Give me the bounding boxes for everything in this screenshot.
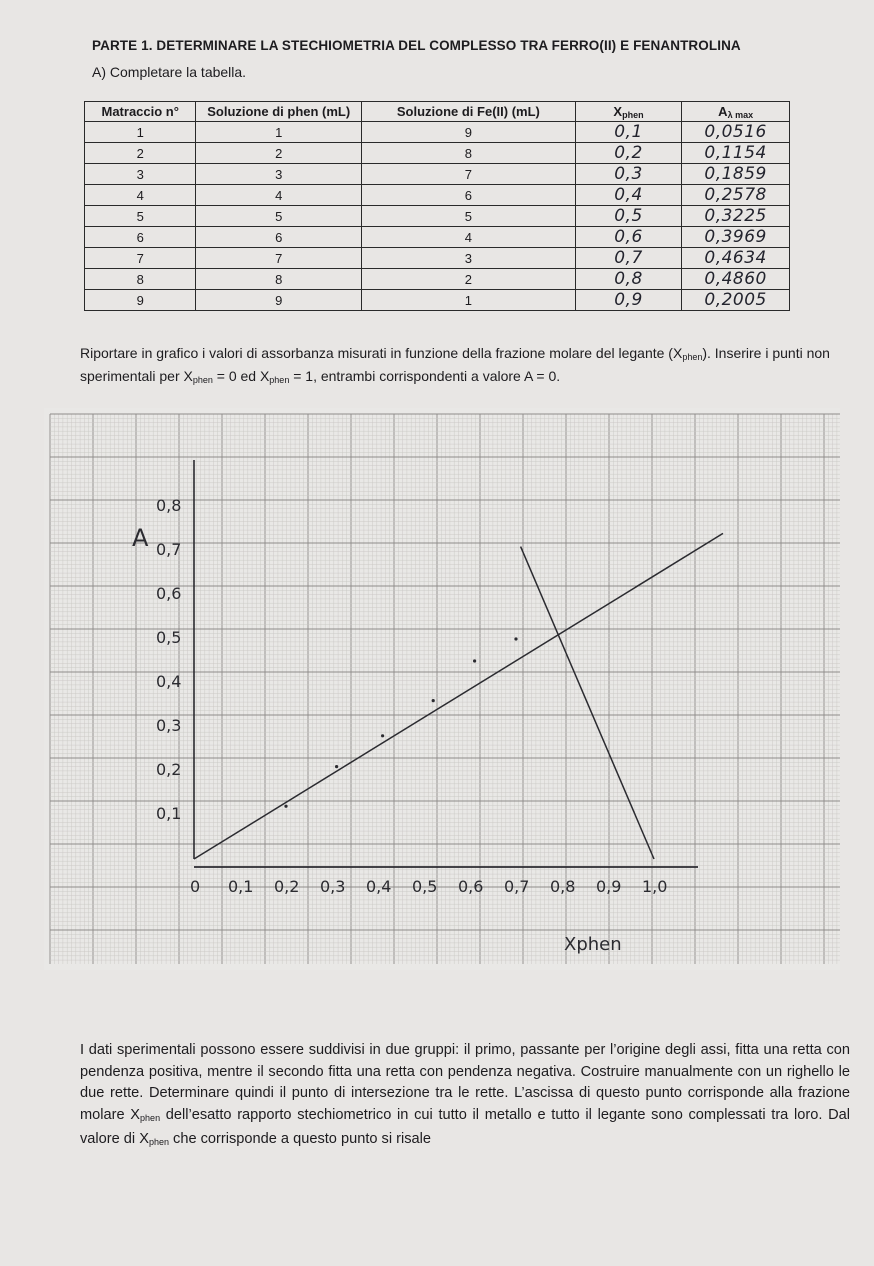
- closing-sub-1: phen: [140, 1112, 161, 1123]
- table-cell-phen: 3: [196, 164, 362, 185]
- closing-paragraph: [80, 1040, 850, 1154]
- data-point: [335, 765, 338, 768]
- table-row: [85, 227, 790, 248]
- table-cell-phen: 7: [196, 248, 362, 269]
- col-header-xphen-label: X: [613, 103, 623, 119]
- table-cell-fe: 8: [361, 143, 575, 164]
- y-tick-label: 0,6: [156, 584, 182, 603]
- table-cell-phen: 2: [196, 143, 362, 164]
- x-axis-title: Xphen: [564, 934, 622, 955]
- y-tick-label: 0,8: [156, 496, 182, 515]
- col-header-a-sub: λ max: [727, 109, 754, 120]
- x-tick-label: 0,9: [596, 877, 622, 896]
- table-cell-n: 4: [85, 185, 196, 206]
- x-tick-label: 0,4: [366, 877, 392, 896]
- closing-text-2: dell’esatto rapporto stechiometrico in cui tutto il metallo e tutto il legante sono complessati tra loro. Dal valore di X: [80, 1106, 850, 1147]
- table-cell-n: 1: [85, 122, 196, 143]
- table-cell-fe: 7: [361, 164, 575, 185]
- table-cell-a: 0,4860: [682, 269, 790, 290]
- table-cell-fe: 5: [361, 206, 575, 227]
- table-cell-n: 6: [85, 227, 196, 248]
- x-tick-label: 0: [190, 877, 201, 896]
- table-cell-phen: 4: [196, 185, 362, 206]
- table-cell-x: 0,4: [575, 185, 682, 206]
- table-cell-fe: 3: [361, 248, 575, 269]
- y-tick-label: 0,7: [156, 540, 182, 559]
- table-row: [85, 185, 790, 206]
- table-row: [85, 143, 790, 164]
- instruction-sub-3: phen: [269, 375, 290, 385]
- table-header-row: [85, 102, 790, 122]
- x-tick-label: 1,0: [642, 877, 668, 896]
- x-tick-label: 0,8: [550, 877, 576, 896]
- page-title: PARTE 1. DETERMINARE LA STECHIOMETRIA DEL COMPLESSO TRA FERRO(II) E FENANTROLINA: [92, 38, 741, 53]
- col-header-xphen-sub: phen: [622, 109, 644, 120]
- table-cell-phen: 5: [196, 206, 362, 227]
- table-cell-n: 9: [85, 290, 196, 311]
- col-header-phen: Soluzione di phen (mL): [196, 102, 362, 122]
- instruction-text-2: ). Inserire i punti non sperimentali per X: [80, 345, 830, 384]
- y-tick-label: 0,2: [156, 760, 182, 779]
- y-tick-label: 0,5: [156, 628, 182, 647]
- instruction-sub-1: phen: [682, 352, 703, 362]
- table-row: [85, 164, 790, 185]
- x-tick-label: 0,6: [458, 877, 484, 896]
- table-cell-x: 0,8: [575, 269, 682, 290]
- table-cell-x: 0,1: [575, 122, 682, 143]
- closing-sub-2: phen: [148, 1137, 169, 1147]
- col-header-xphen: [575, 102, 682, 122]
- data-point: [473, 659, 476, 662]
- x-tick-label: 0,3: [320, 877, 346, 896]
- table-row: [85, 269, 790, 290]
- data-point: [381, 734, 384, 737]
- x-tick-label: 0,2: [274, 877, 300, 896]
- data-point: [432, 699, 435, 702]
- table-cell-fe: 6: [361, 185, 575, 206]
- y-axis-title: A: [132, 524, 149, 552]
- data-point: [284, 805, 287, 808]
- table-cell-fe: 4: [361, 227, 575, 248]
- table-cell-x: 0,6: [575, 227, 682, 248]
- y-tick-label: 0,4: [156, 672, 182, 691]
- table-row: [85, 290, 790, 311]
- table-cell-n: 5: [85, 206, 196, 227]
- closing-text-3: che corrisponde a questo punto si risale: [168, 1131, 432, 1147]
- table-row: [85, 206, 790, 227]
- table-row: [85, 248, 790, 269]
- table-cell-n: 7: [85, 248, 196, 269]
- table-cell-phen: 6: [196, 227, 362, 248]
- table-cell-fe: 1: [361, 290, 575, 311]
- table-cell-n: 2: [85, 143, 196, 164]
- table-cell-fe: 2: [361, 269, 575, 290]
- table-cell-a: 0,3225: [682, 206, 790, 227]
- instruction-sub-2: phen: [192, 375, 213, 385]
- table-cell-phen: 9: [196, 290, 362, 311]
- col-header-matraccio: Matraccio n°: [85, 102, 196, 122]
- data-table: [84, 101, 790, 311]
- table-cell-a: 0,4634: [682, 248, 790, 269]
- y-tick-label: 0,1: [156, 804, 182, 823]
- instruction-text-3: = 0 ed X: [212, 368, 270, 384]
- table-cell-x: 0,3: [575, 164, 682, 185]
- table-cell-n: 8: [85, 269, 196, 290]
- table-cell-n: 3: [85, 164, 196, 185]
- table-cell-phen: 8: [196, 269, 362, 290]
- table-row: [85, 122, 790, 143]
- table-cell-a: 0,3969: [682, 227, 790, 248]
- graph-paper: [44, 408, 840, 975]
- table-cell-fe: 9: [361, 122, 575, 143]
- table-cell-x: 0,2: [575, 143, 682, 164]
- col-header-absorbance: [682, 102, 790, 122]
- table-cell-a: 0,1859: [682, 164, 790, 185]
- col-header-fe: Soluzione di Fe(II) (mL): [361, 102, 575, 122]
- table-cell-a: 0,1154: [682, 143, 790, 164]
- table-cell-x: 0,5: [575, 206, 682, 227]
- x-tick-label: 0,5: [412, 877, 438, 896]
- x-tick-label: 0,7: [504, 877, 530, 896]
- table-cell-a: 0,2578: [682, 185, 790, 206]
- col-header-a-label: A: [718, 103, 728, 119]
- x-tick-label: 0,1: [228, 877, 254, 896]
- instruction-text-4: = 1, entrambi corrispondenti a valore A = 0.: [289, 368, 561, 384]
- instruction-text-1: Riportare in grafico i valori di assorbanza misurati in funzione della frazione molare del legante (X: [80, 345, 683, 361]
- graph-instruction: [80, 344, 860, 390]
- y-tick-label: 0,3: [156, 716, 182, 735]
- table-cell-x: 0,9: [575, 290, 682, 311]
- table-cell-a: 0,2005: [682, 290, 790, 311]
- closing-text-1: I dati sperimentali possono essere suddivisi in due gruppi: il primo, passante per l’origine degli assi, fitta una retta con pendenza positiva, mentre il secondo fitta una retta con pendenza negativa. Costruire manualmente con un righello le due rette. Determinare quindi il punto di intersezione tra le rette. L’ascissa di questo punto corrisponde alla frazione molare X: [80, 1042, 850, 1123]
- section-subtitle: A) Completare la tabella.: [92, 64, 247, 80]
- absorbance-chart: [44, 408, 840, 970]
- table-cell-a: 0,0516: [682, 122, 790, 143]
- data-point: [514, 637, 517, 640]
- table-cell-x: 0,7: [575, 248, 682, 269]
- table-cell-phen: 1: [196, 122, 362, 143]
